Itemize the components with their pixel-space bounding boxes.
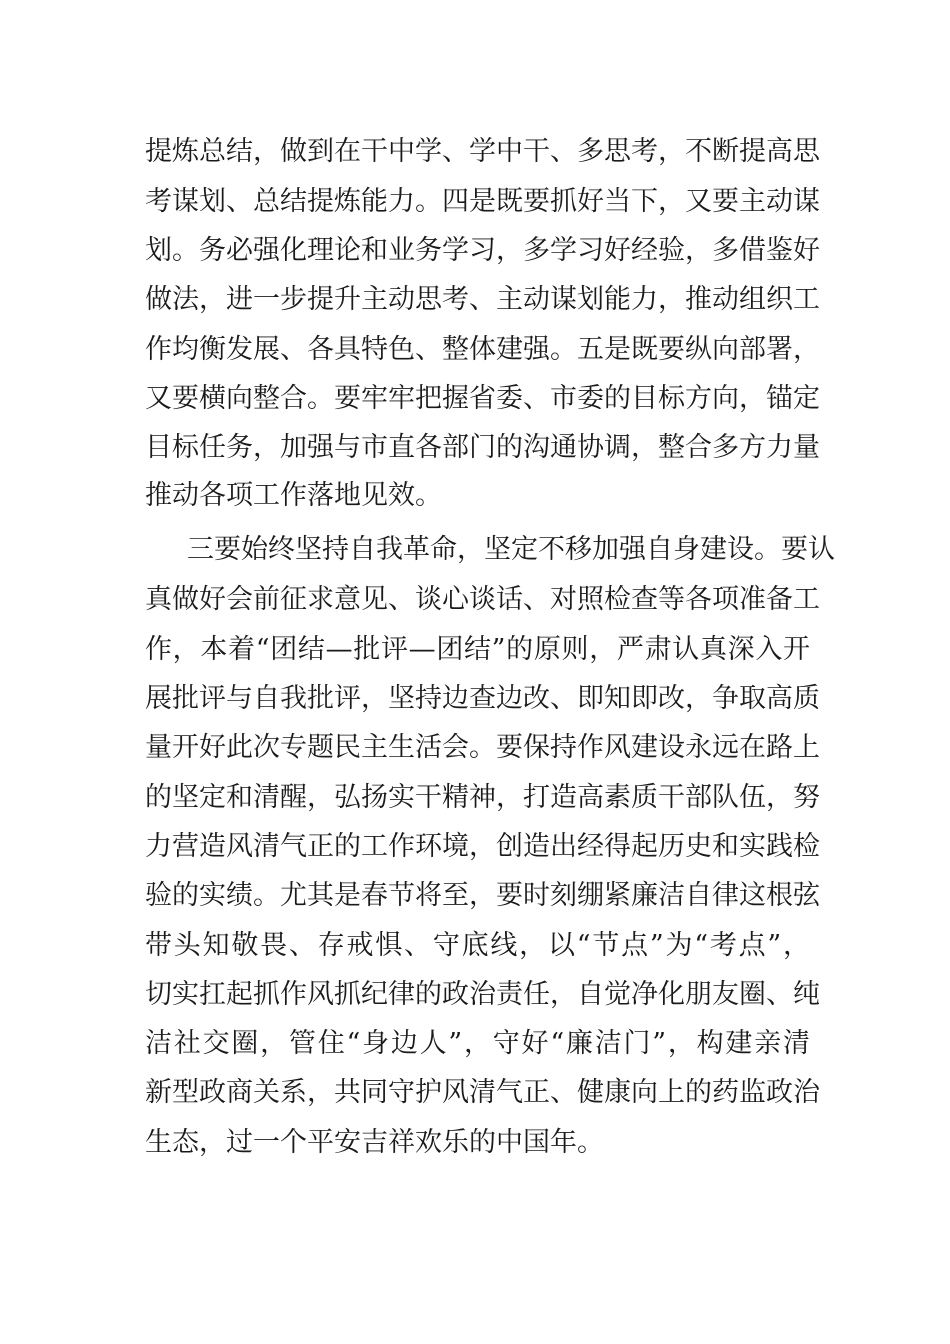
paragraph-2-line-13: 生态，过一个平安吉祥欢乐的中国年。: [145, 1127, 604, 1158]
paragraph-2-line-11: 洁社交圈，管住“身边人”，守好“廉洁门”，构建亲清: [145, 1028, 810, 1059]
paragraph-1-line-7: 目标任务，加强与市直各部门的沟通协调，整合多方力量: [145, 432, 820, 463]
paragraph-2-line-1: 三要始终坚持自我革命，坚定不移加强自身建设。要认: [187, 534, 835, 565]
paragraph-2-line-8: 验的实绩。尤其是春节将至，要时刻绷紧廉洁自律这根弦: [145, 880, 820, 911]
paragraph-2-line-4: 展批评与自我批评，坚持边查边改、即知即改，争取高质: [145, 683, 820, 714]
paragraph-2-line-12: 新型政商关系，共同守护风清气正、健康向上的药监政治: [145, 1077, 820, 1108]
paragraph-2-line-5: 量开好此次专题民主生活会。要保持作风建设永远在路上: [145, 732, 820, 763]
paragraph-2-line-7: 力营造风清气正的工作环境，创造出经得起历史和实践检: [145, 831, 820, 862]
paragraph-1-line-3: 划。务必强化理论和业务学习，多学习好经验，多借鉴好: [145, 235, 820, 266]
paragraph-1-line-8: 推动各项工作落地见效。: [145, 480, 442, 511]
paragraph-1-line-1: 提炼总结，做到在干中学、学中干、多思考，不断提高思: [145, 136, 820, 167]
paragraph-1-line-5: 作均衡发展、各具特色、整体建强。五是既要纵向部署，: [145, 334, 820, 365]
paragraph-1-line-6: 又要横向整合。要牢牢把握省委、市委的目标方向，锚定: [145, 383, 820, 414]
paragraph-1-line-4: 做法，进一步提升主动思考、主动谋划能力，推动组织工: [145, 284, 820, 315]
paragraph-2-line-10: 切实扛起抓作风抓纪律的政治责任，自觉净化朋友圈、纯: [145, 979, 820, 1010]
paragraph-2-line-3: 作，本着“团结—批评—团结”的原则，严肃认真深入开: [145, 634, 810, 665]
paragraph-1-line-2: 考谋划、总结提炼能力。四是既要抓好当下，又要主动谋: [145, 186, 820, 217]
paragraph-2-line-9: 带头知敬畏、存戒惧、守底线，以“节点”为“考点”，: [145, 930, 810, 961]
paragraph-2-line-2: 真做好会前征求意见、谈心谈话、对照检查等各项准备工: [145, 584, 820, 615]
paragraph-2-line-6: 的坚定和清醒，弘扬实干精神，打造高素质干部队伍，努: [145, 782, 820, 813]
